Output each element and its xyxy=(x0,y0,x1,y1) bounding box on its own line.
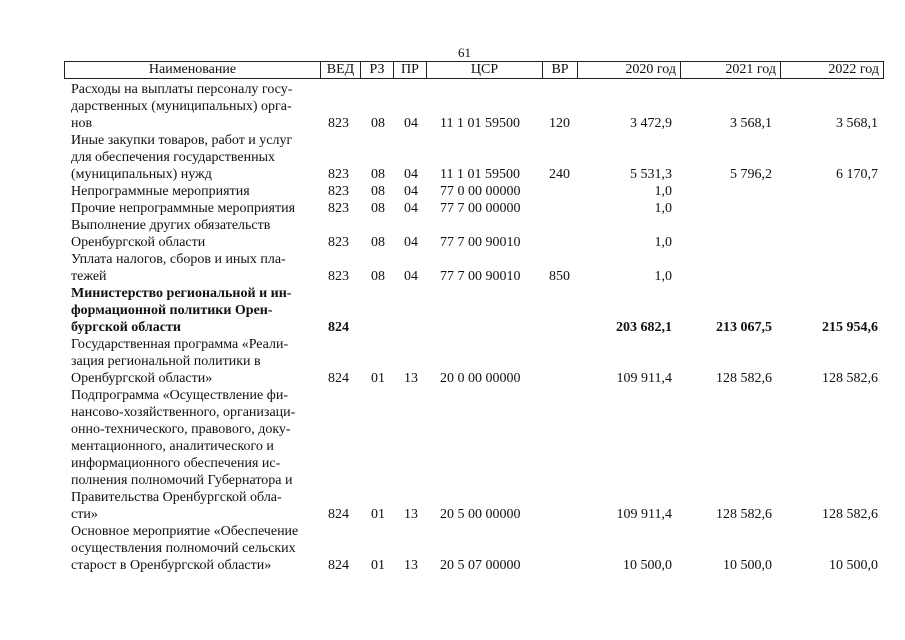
cell-rz: 08 xyxy=(371,184,385,199)
header-ved: ВЕД xyxy=(320,62,360,78)
cell-y2021: 5 796,2 xyxy=(730,167,772,182)
cell-csr: 77 7 00 00000 xyxy=(440,201,521,216)
cell-csr: 11 1 01 59500 xyxy=(440,167,520,182)
row-name-line: нов xyxy=(71,116,93,131)
row-name-line: Выполнение других обязательств xyxy=(71,218,271,233)
cell-rz: 01 xyxy=(371,507,385,522)
cell-csr: 20 5 07 00000 xyxy=(440,558,521,573)
row-name-line: бургской области xyxy=(71,320,181,335)
cell-y2022: 128 582,6 xyxy=(822,371,878,386)
cell-y2020: 109 911,4 xyxy=(616,371,672,386)
cell-pr: 04 xyxy=(404,201,418,216)
cell-rz: 08 xyxy=(371,116,385,131)
cell-rz: 08 xyxy=(371,201,385,216)
cell-rz: 01 xyxy=(371,558,385,573)
row-name-line: онно-технического, правового, доку- xyxy=(71,422,291,437)
row-name-line: старост в Оренбургской области» xyxy=(71,558,272,573)
cell-csr: 77 7 00 90010 xyxy=(440,235,521,250)
cell-rz: 01 xyxy=(371,371,385,386)
row-name-line: для обеспечения государственных xyxy=(71,150,275,165)
row-name-line: нансово-хозяйственного, организаци- xyxy=(71,405,296,420)
cell-y2022: 6 170,7 xyxy=(836,167,878,182)
row-name-line: Основное мероприятие «Обеспечение xyxy=(71,524,299,539)
cell-y2020: 1,0 xyxy=(654,269,672,284)
header-2021: 2021 год xyxy=(680,62,780,78)
row-name-line: Оренбургской области xyxy=(71,235,206,250)
cell-ved: 824 xyxy=(328,558,349,573)
page-number: 61 xyxy=(458,45,471,60)
row-name-line: зация региональной политики в xyxy=(71,354,261,369)
row-name-line: (муниципальных) нужд xyxy=(71,167,212,182)
row-name-line: Уплата налогов, сборов и иных пла- xyxy=(71,252,286,267)
cell-y2020: 1,0 xyxy=(654,235,672,250)
cell-ved: 823 xyxy=(328,235,349,250)
cell-rz: 08 xyxy=(371,269,385,284)
cell-y2020: 203 682,1 xyxy=(616,320,672,335)
cell-ved: 823 xyxy=(328,167,349,182)
cell-y2020: 1,0 xyxy=(654,201,672,216)
row-name-line: ментационного, аналитического и xyxy=(71,439,274,454)
row-name-line: тежей xyxy=(71,269,107,284)
row-name-line: Непрограммные мероприятия xyxy=(71,184,250,199)
cell-csr: 20 5 00 00000 xyxy=(440,507,521,522)
row-name-line: Государственная программа «Реали- xyxy=(71,337,289,352)
cell-y2020: 1,0 xyxy=(654,184,672,199)
cell-csr: 11 1 01 59500 xyxy=(440,116,520,131)
cell-y2021: 10 500,0 xyxy=(723,558,772,573)
cell-pr: 13 xyxy=(404,558,418,573)
cell-y2022: 3 568,1 xyxy=(836,116,878,131)
cell-csr: 20 0 00 00000 xyxy=(440,371,521,386)
cell-pr: 04 xyxy=(404,235,418,250)
cell-ved: 824 xyxy=(328,507,349,522)
header-2022: 2022 год xyxy=(780,62,883,78)
cell-ved: 823 xyxy=(328,184,349,199)
row-name-line: сти» xyxy=(71,507,98,522)
row-name-line: информационного обеспечения ис- xyxy=(71,456,281,471)
cell-y2022: 128 582,6 xyxy=(822,507,878,522)
header-csr: ЦСР xyxy=(426,62,542,78)
cell-y2020: 5 531,3 xyxy=(630,167,672,182)
header-name: Наименование xyxy=(148,62,237,77)
row-name-line: осуществления полномочий сельских xyxy=(71,541,296,556)
cell-ved: 824 xyxy=(328,371,349,386)
cell-pr: 04 xyxy=(404,184,418,199)
cell-y2022: 215 954,6 xyxy=(822,320,878,335)
cell-rz: 08 xyxy=(371,235,385,250)
row-name-line: Министерство региональной и ин- xyxy=(71,286,292,301)
row-name-line: Иные закупки товаров, работ и услуг xyxy=(71,133,293,148)
cell-pr: 04 xyxy=(404,167,418,182)
header-pr: ПР xyxy=(393,62,426,78)
cell-y2021: 213 067,5 xyxy=(716,320,772,335)
cell-ved: 824 xyxy=(328,320,349,335)
header-vr: ВР xyxy=(542,62,577,78)
cell-y2020: 10 500,0 xyxy=(623,558,672,573)
row-name-line: дарственных (муниципальных) орга- xyxy=(71,99,292,114)
cell-csr: 77 7 00 90010 xyxy=(440,269,521,284)
cell-y2020: 3 472,9 xyxy=(630,116,672,131)
cell-rz: 08 xyxy=(371,167,385,182)
cell-pr: 04 xyxy=(404,116,418,131)
cell-pr: 04 xyxy=(404,269,418,284)
row-name-line: Расходы на выплаты персоналу госу- xyxy=(71,82,293,97)
cell-y2021: 128 582,6 xyxy=(716,507,772,522)
cell-vr: 120 xyxy=(549,116,570,131)
header-2020: 2020 год xyxy=(577,62,680,78)
cell-vr: 850 xyxy=(549,269,570,284)
cell-ved: 823 xyxy=(328,201,349,216)
cell-ved: 823 xyxy=(328,116,349,131)
cell-csr: 77 0 00 00000 xyxy=(440,184,521,199)
row-name-line: Прочие непрограммные мероприятия xyxy=(71,201,296,216)
cell-y2022: 10 500,0 xyxy=(829,558,878,573)
row-name-line: полнения полномочий Губернатора и xyxy=(71,473,293,488)
header-rz: РЗ xyxy=(360,62,393,78)
row-name-line: Оренбургской области» xyxy=(71,371,213,386)
cell-ved: 823 xyxy=(328,269,349,284)
cell-pr: 13 xyxy=(404,371,418,386)
row-name-line: Правительства Оренбургской обла- xyxy=(71,490,282,505)
row-name-line: Подпрограмма «Осуществление фи- xyxy=(71,388,288,403)
cell-y2021: 3 568,1 xyxy=(730,116,772,131)
cell-vr: 240 xyxy=(549,167,570,182)
cell-y2020: 109 911,4 xyxy=(616,507,672,522)
cell-pr: 13 xyxy=(404,507,418,522)
cell-y2021: 128 582,6 xyxy=(716,371,772,386)
row-name-line: формационной политики Орен- xyxy=(71,303,273,318)
